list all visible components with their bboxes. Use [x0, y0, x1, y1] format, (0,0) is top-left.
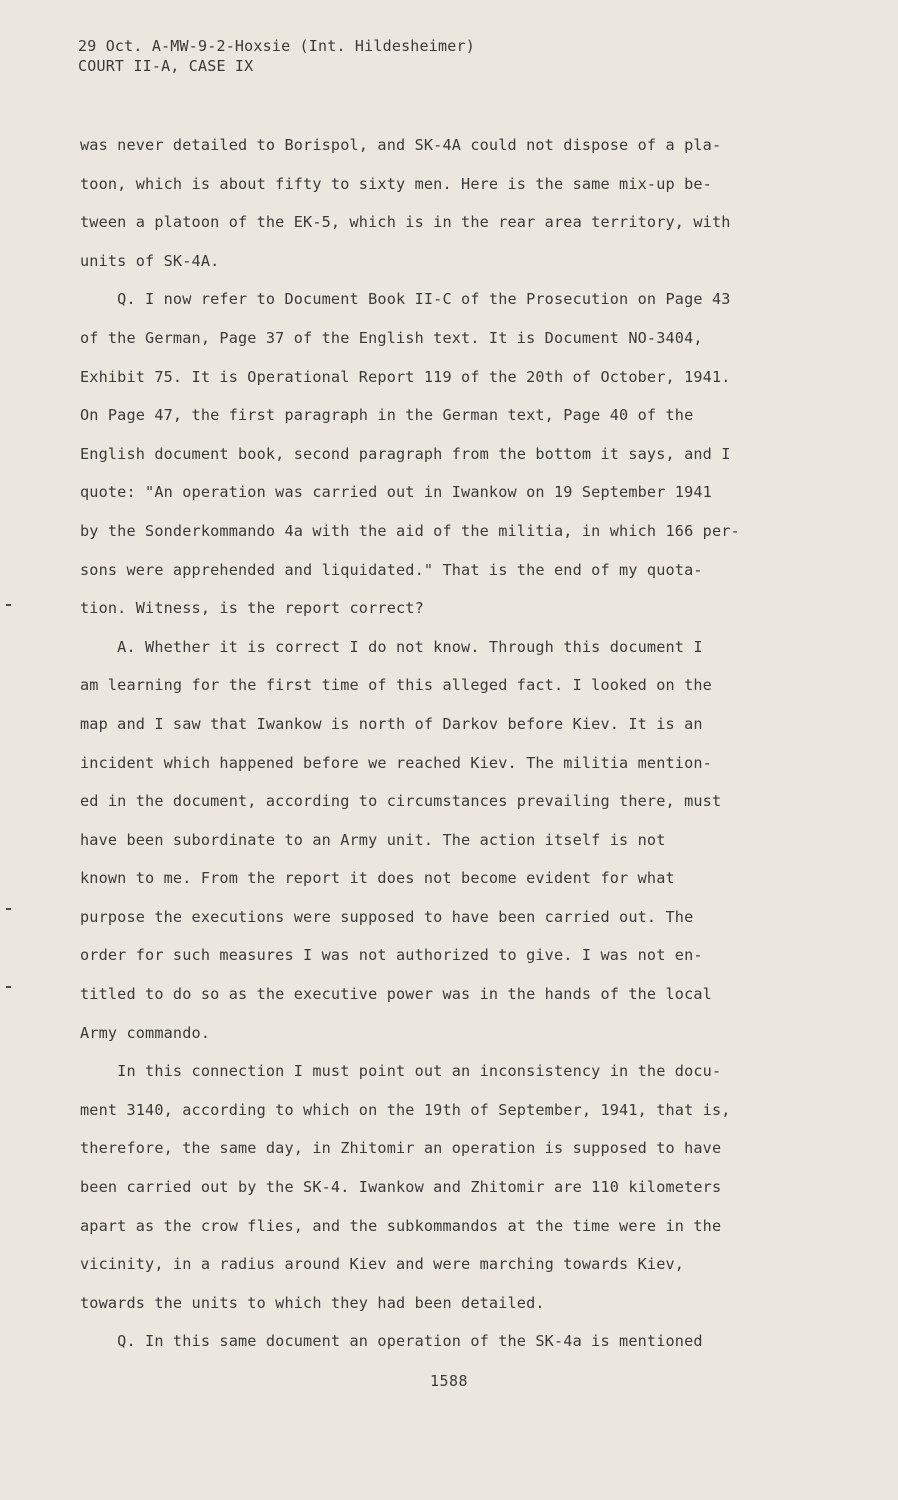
text-line: In this connection I must point out an inconsistency in the docu- [80, 1062, 722, 1081]
text-line: apart as the crow flies, and the subkommandos at the time were in the [80, 1216, 722, 1235]
text-line: purpose the executions were supposed to have been carried out. The [80, 907, 694, 926]
text-line: Q. In this same document an operation of the SK-4a is mentioned [80, 1332, 703, 1351]
page-number: 1588 [429, 1372, 469, 1390]
header-line-1: 29 Oct. A-MW-9-2-Hoxsie (Int. Hildesheimer) [78, 37, 475, 55]
text-line: map and I saw that Iwankow is north of Darkov before Kiev. It is an [80, 714, 703, 733]
text-line: A. Whether it is correct I do not know. Through this document I [80, 637, 703, 656]
text-line: English document book, second paragraph from the bottom it says, and I [80, 444, 731, 463]
text-line: toon, which is about fifty to sixty men. Here is the same mix-up be- [80, 174, 712, 193]
text-line: am learning for the first time of this alleged fact. I looked on the [80, 676, 712, 695]
text-line: sons were apprehended and liquidated." That is the end of my quota- [80, 560, 703, 579]
margin-mark [6, 604, 11, 606]
text-line: quote: "An operation was carried out in Iwankow on 19 September 1941 [80, 483, 712, 502]
text-line: tween a platoon of the EK-5, which is in the rear area territory, with [80, 213, 731, 232]
text-line: order for such measures I was not authorized to give. I was not en- [80, 946, 703, 965]
transcript-body [80, 132, 780, 1367]
text-line: tion. Witness, is the report correct? [80, 599, 424, 618]
margin-mark [6, 986, 11, 988]
text-line: Exhibit 75. It is Operational Report 119 of the 20th of October, 1941. [80, 367, 731, 386]
text-line: ed in the document, according to circumstances prevailing there, must [80, 792, 722, 811]
text-line: ment 3140, according to which on the 19th of September, 1941, that is, [80, 1100, 731, 1119]
document-header [78, 36, 475, 76]
text-line: units of SK-4A. [80, 251, 220, 270]
text-line: incident which happened before we reached Kiev. The militia mention- [80, 753, 712, 772]
text-line: On Page 47, the first paragraph in the German text, Page 40 of the [80, 406, 694, 425]
text-line: Q. I now refer to Document Book II-C of the Prosecution on Page 43 [80, 290, 731, 309]
text-line: Army commando. [80, 1023, 211, 1042]
text-line: known to me. From the report it does not become evident for what [80, 869, 675, 888]
text-line: vicinity, in a radius around Kiev and were marching towards Kiev, [80, 1255, 685, 1274]
text-line: of the German, Page 37 of the English text. It is Document NO-3404, [80, 328, 703, 347]
text-line: been carried out by the SK-4. Iwankow and Zhitomir are 110 kilometers [80, 1178, 722, 1197]
text-line: have been subordinate to an Army unit. The action itself is not [80, 830, 666, 849]
text-line: towards the units to which they had been detailed. [80, 1293, 545, 1312]
text-line: therefore, the same day, in Zhitomir an operation is supposed to have [80, 1139, 722, 1158]
text-line: was never detailed to Borispol, and SK-4A could not dispose of a pla- [80, 136, 722, 154]
margin-mark [6, 908, 11, 910]
text-line: by the Sonderkommando 4a with the aid of the militia, in which 166 per- [80, 521, 740, 540]
header-line-2: COURT II-A, CASE IX [78, 57, 254, 75]
text-line: titled to do so as the executive power was in the hands of the local [80, 985, 712, 1004]
